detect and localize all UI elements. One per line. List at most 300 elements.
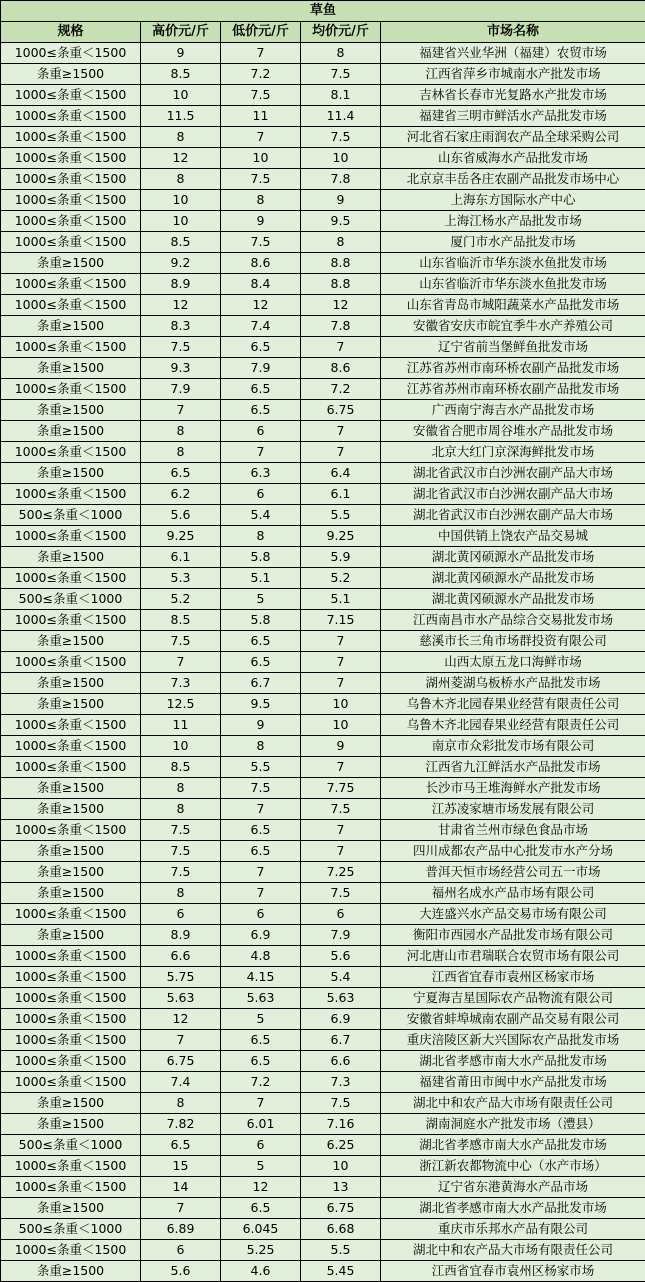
cell-high-price: 14 [141, 1177, 221, 1198]
cell-high-price: 6.75 [141, 1051, 221, 1072]
cell-avg-price: 8 [301, 43, 381, 64]
cell-spec: 条重≥1500 [1, 799, 141, 820]
cell-avg-price: 6.75 [301, 400, 381, 421]
cell-market-name: 湖北省孝感市南大水产品批发市场 [381, 1135, 645, 1156]
cell-low-price: 6.9 [221, 925, 301, 946]
cell-market-name: 上海江杨水产品批发市场 [381, 211, 645, 232]
cell-high-price: 7.5 [141, 820, 221, 841]
cell-avg-price: 7 [301, 673, 381, 694]
cell-avg-price: 6.25 [301, 1135, 381, 1156]
cell-high-price: 12.5 [141, 694, 221, 715]
cell-avg-price: 11.4 [301, 106, 381, 127]
cell-high-price: 8 [141, 1093, 221, 1114]
cell-low-price: 6 [221, 421, 301, 442]
cell-market-name: 辽宁省前当堡鲜鱼批发市场 [381, 337, 645, 358]
cell-high-price: 5.75 [141, 967, 221, 988]
table-row [1, 379, 645, 400]
cell-low-price: 6 [221, 904, 301, 925]
cell-low-price: 5 [221, 589, 301, 610]
cell-avg-price: 7.3 [301, 1072, 381, 1093]
cell-low-price: 7 [221, 43, 301, 64]
cell-high-price: 8.9 [141, 925, 221, 946]
cell-low-price: 5.8 [221, 547, 301, 568]
cell-low-price: 6.3 [221, 463, 301, 484]
cell-high-price: 9 [141, 43, 221, 64]
cell-spec: 1000≤条重＜1500 [1, 1240, 141, 1261]
cell-market-name: 南京市众彩批发市场有限公司 [381, 736, 645, 757]
cell-avg-price: 5.6 [301, 946, 381, 967]
cell-spec: 1000≤条重＜1500 [1, 169, 141, 190]
cell-spec: 条重≥1500 [1, 400, 141, 421]
table-row [1, 589, 645, 610]
table-row [1, 841, 645, 862]
table-row [1, 274, 645, 295]
cell-high-price: 8 [141, 421, 221, 442]
cell-high-price: 5.2 [141, 589, 221, 610]
cell-avg-price: 5.2 [301, 568, 381, 589]
cell-market-name: 宁夏海吉星国际农产品物流有限公司 [381, 988, 645, 1009]
cell-high-price: 8 [141, 778, 221, 799]
cell-market-name: 山西太原五龙口海鲜市场 [381, 652, 645, 673]
cell-market-name: 湖北省武汉市白沙洲农副产品大市场 [381, 463, 645, 484]
table-row [1, 43, 645, 64]
cell-spec: 500≤条重＜1000 [1, 1219, 141, 1240]
cell-spec: 条重≥1500 [1, 358, 141, 379]
cell-spec: 1000≤条重＜1500 [1, 1051, 141, 1072]
cell-high-price: 8.5 [141, 610, 221, 631]
cell-high-price: 8 [141, 442, 221, 463]
cell-high-price: 8.3 [141, 316, 221, 337]
cell-market-name: 安徽省安庆市皖宜季牛水产养殖公司 [381, 316, 645, 337]
cell-avg-price: 5.1 [301, 589, 381, 610]
cell-market-name: 福建省三明市鲜活水产品批发市场 [381, 106, 645, 127]
cell-avg-price: 9 [301, 190, 381, 211]
cell-spec: 1000≤条重＜1500 [1, 1072, 141, 1093]
cell-spec: 1000≤条重＜1500 [1, 1156, 141, 1177]
cell-low-price: 6.045 [221, 1219, 301, 1240]
cell-high-price: 6.1 [141, 547, 221, 568]
cell-low-price: 4.6 [221, 1261, 301, 1282]
table-row [1, 652, 645, 673]
cell-low-price: 11 [221, 106, 301, 127]
table-row [1, 631, 645, 652]
cell-avg-price: 6.1 [301, 484, 381, 505]
cell-market-name: 上海东方国际水产中心 [381, 190, 645, 211]
cell-spec: 1000≤条重＜1500 [1, 43, 141, 64]
cell-high-price: 6 [141, 904, 221, 925]
cell-avg-price: 7.8 [301, 169, 381, 190]
cell-high-price: 15 [141, 1156, 221, 1177]
cell-avg-price: 7 [301, 652, 381, 673]
cell-low-price: 5.4 [221, 505, 301, 526]
cell-spec: 条重≥1500 [1, 778, 141, 799]
cell-high-price: 7.3 [141, 673, 221, 694]
cell-high-price: 7.4 [141, 1072, 221, 1093]
cell-low-price: 6.5 [221, 379, 301, 400]
cell-market-name: 安徽省合肥市周谷堆水产品批发市场 [381, 421, 645, 442]
cell-avg-price: 6.4 [301, 463, 381, 484]
cell-market-name: 湖北黄冈硕源水产品批发市场 [381, 589, 645, 610]
cell-avg-price: 10 [301, 148, 381, 169]
header-market-name: 市场名称 [381, 22, 645, 43]
table-row [1, 1198, 645, 1219]
cell-market-name: 湖北中和农产品大市场有限责任公司 [381, 1240, 645, 1261]
cell-low-price: 9.5 [221, 694, 301, 715]
table-row [1, 925, 645, 946]
cell-avg-price: 7 [301, 421, 381, 442]
cell-avg-price: 9.5 [301, 211, 381, 232]
cell-avg-price: 7.75 [301, 778, 381, 799]
cell-low-price: 6.5 [221, 820, 301, 841]
cell-avg-price: 8.6 [301, 358, 381, 379]
cell-avg-price: 7.15 [301, 610, 381, 631]
cell-avg-price: 6 [301, 904, 381, 925]
table-row [1, 1261, 645, 1282]
cell-spec: 1000≤条重＜1500 [1, 274, 141, 295]
cell-avg-price: 5.5 [301, 505, 381, 526]
table-row [1, 211, 645, 232]
cell-low-price: 7.5 [221, 169, 301, 190]
table-row [1, 988, 645, 1009]
cell-low-price: 6.5 [221, 1051, 301, 1072]
cell-spec: 1000≤条重＜1500 [1, 127, 141, 148]
cell-spec: 条重≥1500 [1, 1198, 141, 1219]
cell-market-name: 北京大红门京深海鲜批发市场 [381, 442, 645, 463]
cell-high-price: 7.82 [141, 1114, 221, 1135]
cell-avg-price: 7.5 [301, 883, 381, 904]
cell-low-price: 5.8 [221, 610, 301, 631]
cell-avg-price: 6.68 [301, 1219, 381, 1240]
cell-market-name: 广西南宁海吉水产品批发市场 [381, 400, 645, 421]
cell-market-name: 福州名成水产品市场有限公司 [381, 883, 645, 904]
table-row [1, 694, 645, 715]
table-row [1, 904, 645, 925]
table-row [1, 1051, 645, 1072]
cell-avg-price: 5.45 [301, 1261, 381, 1282]
cell-high-price: 8 [141, 127, 221, 148]
cell-market-name: 江西南昌市水产品综合交易批发市场 [381, 610, 645, 631]
cell-spec: 1000≤条重＜1500 [1, 820, 141, 841]
table-row [1, 400, 645, 421]
cell-market-name: 湖州菱湖乌板桥水产品批发市场 [381, 673, 645, 694]
cell-high-price: 6.2 [141, 484, 221, 505]
cell-spec: 1000≤条重＜1500 [1, 988, 141, 1009]
cell-high-price: 6.5 [141, 463, 221, 484]
table-row [1, 673, 645, 694]
table-row [1, 1219, 645, 1240]
cell-high-price: 8.9 [141, 274, 221, 295]
cell-avg-price: 8 [301, 232, 381, 253]
cell-spec: 1000≤条重＜1500 [1, 715, 141, 736]
cell-high-price: 11.5 [141, 106, 221, 127]
cell-avg-price: 7 [301, 442, 381, 463]
cell-market-name: 湖北黄冈硕源水产品批发市场 [381, 547, 645, 568]
table-row [1, 295, 645, 316]
cell-high-price: 7.5 [141, 337, 221, 358]
cell-spec: 1000≤条重＜1500 [1, 757, 141, 778]
cell-high-price: 7 [141, 1030, 221, 1051]
cell-spec: 条重≥1500 [1, 253, 141, 274]
cell-low-price: 5.5 [221, 757, 301, 778]
cell-high-price: 7.5 [141, 631, 221, 652]
table-row [1, 820, 645, 841]
cell-low-price: 5.25 [221, 1240, 301, 1261]
cell-low-price: 7.2 [221, 1072, 301, 1093]
cell-avg-price: 10 [301, 1156, 381, 1177]
cell-spec: 1000≤条重＜1500 [1, 1009, 141, 1030]
table-row [1, 1240, 645, 1261]
cell-low-price: 7 [221, 883, 301, 904]
cell-market-name: 乌鲁木齐北园春果业经营有限责任公司 [381, 715, 645, 736]
cell-high-price: 8.5 [141, 232, 221, 253]
cell-spec: 1000≤条重＜1500 [1, 85, 141, 106]
table-row [1, 316, 645, 337]
cell-spec: 1000≤条重＜1500 [1, 946, 141, 967]
cell-avg-price: 7.8 [301, 316, 381, 337]
cell-spec: 1000≤条重＜1500 [1, 379, 141, 400]
cell-low-price: 6.5 [221, 1030, 301, 1051]
cell-spec: 1000≤条重＜1500 [1, 967, 141, 988]
cell-market-name: 江苏凌家塘市场发展有限公司 [381, 799, 645, 820]
table-row [1, 1156, 645, 1177]
cell-high-price: 7 [141, 400, 221, 421]
cell-low-price: 6.5 [221, 631, 301, 652]
cell-low-price: 5.1 [221, 568, 301, 589]
cell-market-name: 福建省莆田市闽中水产品批发市场 [381, 1072, 645, 1093]
table-row [1, 358, 645, 379]
cell-market-name: 四川成都农产品中心批发市水产分场 [381, 841, 645, 862]
table-row [1, 967, 645, 988]
cell-market-name: 江西省宜春市袁州区杨家市场 [381, 967, 645, 988]
table-row [1, 1114, 645, 1135]
cell-low-price: 5 [221, 1009, 301, 1030]
cell-spec: 1000≤条重＜1500 [1, 232, 141, 253]
cell-market-name: 湖北省武汉市白沙洲农副产品大市场 [381, 505, 645, 526]
cell-high-price: 9.25 [141, 526, 221, 547]
cell-avg-price: 8.1 [301, 85, 381, 106]
cell-market-name: 湖南洞庭水产批发市场（澧县） [381, 1114, 645, 1135]
cell-high-price: 8 [141, 169, 221, 190]
cell-low-price: 9 [221, 715, 301, 736]
cell-market-name: 浙江新农都物流中心（水产市场） [381, 1156, 645, 1177]
cell-high-price: 5.3 [141, 568, 221, 589]
cell-spec: 条重≥1500 [1, 1114, 141, 1135]
table-row [1, 253, 645, 274]
cell-avg-price: 7.5 [301, 64, 381, 85]
cell-high-price: 7 [141, 652, 221, 673]
cell-avg-price: 7.5 [301, 127, 381, 148]
table-row [1, 85, 645, 106]
cell-market-name: 湖北省孝感市南大水产品批发市场 [381, 1051, 645, 1072]
cell-spec: 1000≤条重＜1500 [1, 106, 141, 127]
cell-market-name: 福建省兴业华洲（福建）农贸市场 [381, 43, 645, 64]
table-row [1, 1072, 645, 1093]
cell-spec: 1000≤条重＜1500 [1, 295, 141, 316]
cell-low-price: 4.15 [221, 967, 301, 988]
cell-avg-price: 7.16 [301, 1114, 381, 1135]
cell-spec: 条重≥1500 [1, 547, 141, 568]
table-row [1, 862, 645, 883]
cell-market-name: 山东省临沂市华东淡水鱼批发市场 [381, 253, 645, 274]
cell-high-price: 7.5 [141, 841, 221, 862]
cell-high-price: 5.6 [141, 505, 221, 526]
cell-avg-price: 9.25 [301, 526, 381, 547]
cell-low-price: 12 [221, 295, 301, 316]
cell-market-name: 江西省萍乡市城南水产批发市场 [381, 64, 645, 85]
table-row [1, 883, 645, 904]
cell-avg-price: 9 [301, 736, 381, 757]
table-row [1, 799, 645, 820]
table-row [1, 778, 645, 799]
cell-low-price: 12 [221, 1177, 301, 1198]
cell-high-price: 7 [141, 1198, 221, 1219]
cell-market-name: 北京京丰岳各庄农副产品批发市场中心 [381, 169, 645, 190]
cell-market-name: 河北省石家庄雨润农产品全球采购公司 [381, 127, 645, 148]
table-row [1, 1135, 645, 1156]
cell-avg-price: 13 [301, 1177, 381, 1198]
table-row [1, 421, 645, 442]
header-high-price: 高价元/斤 [141, 22, 221, 43]
cell-avg-price: 7 [301, 337, 381, 358]
cell-avg-price: 7 [301, 841, 381, 862]
cell-avg-price: 5.63 [301, 988, 381, 1009]
table-row [1, 1030, 645, 1051]
cell-avg-price: 8.8 [301, 274, 381, 295]
cell-market-name: 湖北省武汉市白沙洲农副产品大市场 [381, 484, 645, 505]
cell-low-price: 7.5 [221, 778, 301, 799]
table-row [1, 1093, 645, 1114]
cell-market-name: 江苏省苏州市南环桥农副产品批发市场 [381, 358, 645, 379]
cell-spec: 1000≤条重＜1500 [1, 568, 141, 589]
cell-high-price: 6.89 [141, 1219, 221, 1240]
cell-spec: 1000≤条重＜1500 [1, 610, 141, 631]
table-row [1, 505, 645, 526]
cell-low-price: 7 [221, 799, 301, 820]
cell-market-name: 普洱天恒市场经营公司五一市场 [381, 862, 645, 883]
cell-spec: 条重≥1500 [1, 862, 141, 883]
cell-spec: 1000≤条重＜1500 [1, 442, 141, 463]
cell-low-price: 5.63 [221, 988, 301, 1009]
cell-low-price: 7 [221, 1093, 301, 1114]
cell-spec: 1000≤条重＜1500 [1, 526, 141, 547]
cell-avg-price: 6.75 [301, 1198, 381, 1219]
cell-avg-price: 10 [301, 694, 381, 715]
cell-high-price: 5.6 [141, 1261, 221, 1282]
table-row [1, 148, 645, 169]
cell-high-price: 5.63 [141, 988, 221, 1009]
cell-spec: 条重≥1500 [1, 421, 141, 442]
table-row [1, 568, 645, 589]
title-row [1, 1, 645, 22]
cell-low-price: 5 [221, 1156, 301, 1177]
cell-spec: 条重≥1500 [1, 1261, 141, 1282]
cell-spec: 1000≤条重＜1500 [1, 1030, 141, 1051]
cell-high-price: 10 [141, 211, 221, 232]
cell-avg-price: 7.25 [301, 862, 381, 883]
cell-low-price: 10 [221, 148, 301, 169]
cell-high-price: 7.5 [141, 862, 221, 883]
cell-avg-price: 10 [301, 715, 381, 736]
cell-market-name: 重庆市乐邦水产品有限公司 [381, 1219, 645, 1240]
cell-high-price: 6 [141, 1240, 221, 1261]
cell-spec: 500≤条重＜1000 [1, 589, 141, 610]
cell-avg-price: 6.6 [301, 1051, 381, 1072]
cell-low-price: 6.5 [221, 337, 301, 358]
cell-low-price: 7.4 [221, 316, 301, 337]
table-row [1, 64, 645, 85]
table-row [1, 1009, 645, 1030]
cell-avg-price: 7 [301, 820, 381, 841]
cell-low-price: 6.5 [221, 652, 301, 673]
cell-high-price: 8.5 [141, 757, 221, 778]
cell-low-price: 7 [221, 862, 301, 883]
cell-spec: 条重≥1500 [1, 925, 141, 946]
cell-low-price: 6 [221, 1135, 301, 1156]
table-row [1, 127, 645, 148]
cell-spec: 条重≥1500 [1, 694, 141, 715]
header-spec: 规格 [1, 22, 141, 43]
cell-spec: 1000≤条重＜1500 [1, 190, 141, 211]
cell-market-name: 河北唐山市君瑞联合农贸市场有限公司 [381, 946, 645, 967]
cell-high-price: 8 [141, 799, 221, 820]
table-row [1, 547, 645, 568]
table-row [1, 232, 645, 253]
cell-avg-price: 7.5 [301, 1093, 381, 1114]
table-row [1, 610, 645, 631]
cell-low-price: 7.5 [221, 85, 301, 106]
cell-market-name: 衡阳市西园水产品批发市场有限公司 [381, 925, 645, 946]
cell-low-price: 6 [221, 484, 301, 505]
table-row [1, 757, 645, 778]
header-low-price: 低价元/斤 [221, 22, 301, 43]
cell-spec: 条重≥1500 [1, 841, 141, 862]
table-row [1, 169, 645, 190]
cell-spec: 1000≤条重＜1500 [1, 904, 141, 925]
cell-spec: 条重≥1500 [1, 463, 141, 484]
cell-low-price: 7.2 [221, 64, 301, 85]
cell-spec: 条重≥1500 [1, 1093, 141, 1114]
cell-spec: 条重≥1500 [1, 883, 141, 904]
cell-market-name: 长沙市马王堆海鲜水产批发市场 [381, 778, 645, 799]
cell-spec: 1000≤条重＜1500 [1, 652, 141, 673]
cell-low-price: 6.5 [221, 400, 301, 421]
cell-avg-price: 6.7 [301, 1030, 381, 1051]
cell-market-name: 山东省临沂市华东淡水鱼批发市场 [381, 274, 645, 295]
cell-avg-price: 6.9 [301, 1009, 381, 1030]
cell-high-price: 10 [141, 85, 221, 106]
cell-spec: 条重≥1500 [1, 631, 141, 652]
cell-low-price: 7.5 [221, 232, 301, 253]
cell-high-price: 10 [141, 190, 221, 211]
cell-low-price: 6.01 [221, 1114, 301, 1135]
cell-avg-price: 7.5 [301, 799, 381, 820]
cell-high-price: 6.5 [141, 1135, 221, 1156]
table-row [1, 337, 645, 358]
cell-spec: 500≤条重＜1000 [1, 505, 141, 526]
cell-low-price: 8 [221, 736, 301, 757]
cell-spec: 条重≥1500 [1, 64, 141, 85]
cell-high-price: 9.2 [141, 253, 221, 274]
table-row [1, 106, 645, 127]
cell-market-name: 重庆涪陵区新大兴国际农产品批发市场 [381, 1030, 645, 1051]
cell-low-price: 6.7 [221, 673, 301, 694]
cell-high-price: 8.5 [141, 64, 221, 85]
table-row [1, 190, 645, 211]
cell-market-name: 江西省宜春市袁州区杨家市场 [381, 1261, 645, 1282]
cell-high-price: 9.3 [141, 358, 221, 379]
cell-spec: 1000≤条重＜1500 [1, 337, 141, 358]
table-row [1, 1177, 645, 1198]
